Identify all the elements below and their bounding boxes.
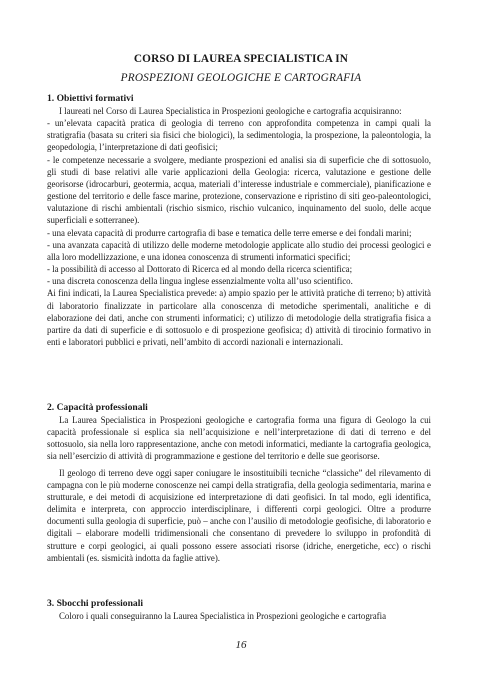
list-item: - una discreta conoscenza della lingua inglese essenzialmente volta all’uso scientifico. [47,276,353,287]
paragraph: Coloro i quali conseguiranno la Laurea Specialistica in Prospezioni geologiche e cartografia [59,611,387,621]
page-number: 16 [235,639,247,651]
section-heading: 2. Capacità professionali [47,402,148,413]
paragraph: La Laurea Specialistica in Prospezioni geologiche e cartografia forma una figura di Geologo la cui capacità professionale si esplica sia nell’acquisizione e nell’interpretazione di dati di terreno e del sottosuolo, sia nella loro rappresentazione, anche con metodi informatici, mediante la cartografia geologica, sia nell’esercizio di attività di programmazione e gestione del territorio e delle sue georisorse. [47,415,431,462]
section-sbocchi-professionali [47,597,431,622]
section-capacita-professionali [47,401,431,564]
paragraph: Il geologo di terreno deve oggi saper coniugare le insostituibili tecniche “classiche” del rilevamento di campagna con le più moderne conoscenze nei campi della stratigrafia, della geologia sedimentaria, marina e strutturale, e dei metodi di acquisizione ed interpretazione di dati geofisici. In tal modo, egli identifica, delimita e interpreta, con approccio interdisciplinare, i differenti corpi geologici. Oltre a produrre documenti sulla geologia di superficie, può – anche con l’ausilio di metodologie geofisiche, di laboratorio e digitali – elaborare modelli tridimensionali che consentano di prevedere lo sviluppo in profondità di strutture e corpi geologici, ai quali possono essere associati risorse (idriche, energetiche, ecc) o rischi ambientali (es. sismicità indotta da faglie attive). [47,467,431,563]
intro-sentence: I laureati nel Corso di Laurea Specialistica in Prospezioni geologiche e cartografia acquisiranno: [59,106,402,116]
list-item: - un’elevata capacità pratica di geologia di terreno con approfondita competenza in campi quali la stratigrafia (basata su criteri sia fisici che biologici), la sedimentologia, la prospezione, la paleontologia, la geopedologia, l’interpretazione di dati geofisici; [47,118,431,153]
closing-paragraph: Ai fini indicati, la Laurea Specialistica prevede: a) ampio spazio per le attività pratiche di terreno; b) attività di laboratorio finalizzate in particolare alla conoscenza di metodiche sperimentali, analitiche e di elaborazione dei dati, anche con strumenti informatici; c) utilizzo di metodologie della stratigrafia fisica a partire da dati di superficie e di sottosuolo e di prospezione geofisica; d) attività di tirocinio formativo in enti e laboratori pubblici e privati, nell’ambito di accordi nazionali e internazionali. [47,288,431,347]
section-heading: 3. Sbocchi professionali [47,598,144,609]
list-item: - una avanzata capacità di utilizzo delle moderne metodologie applicate allo studio dei processi geologici e alla loro modellizzazione, e una idonea conoscenza di strumenti informatici specifici; [47,239,431,262]
section-heading: 1. Obiettivi formativi [47,93,134,104]
title-line-2: PROSPEZIONI GEOLOGICHE E CARTOGRAFIA [120,72,362,84]
section-body [47,414,431,564]
list-item: - le competenze necessarie a svolgere, mediante prospezioni ed analisi sia di superficie che di sottosuolo, gli studi di base relativi alle varie applicazioni della Geologia: ricerca, valutazione e gestione delle georisorse (idrocarburi, geotermia, acqua, materiali d’interesse industriale e commerciale), pianificazione e gestione del territorio e delle fasce marine, protezione, conservazione e ripristino di siti geo-paleontologici, valutazione di rischi ambientali (rischio sismico, rischio vulcanico, inquinamento del suolo, delle acque superficiali e sotterranee). [47,154,431,226]
section-obiettivi-formativi [47,92,431,348]
section-body [47,610,431,622]
list-item: - la possibilità di accesso al Dottorato di Ricerca ed al mondo della ricerca scientifica; [47,264,353,275]
list-item: - una elevata capacità di produrre cartografia di base e tematica delle terre emerse e dei fondali marini; [47,227,412,238]
section-body [47,105,431,348]
document-title [0,51,482,86]
title-line-1: CORSO DI LAUREA SPECIALISTICA IN [133,53,349,65]
